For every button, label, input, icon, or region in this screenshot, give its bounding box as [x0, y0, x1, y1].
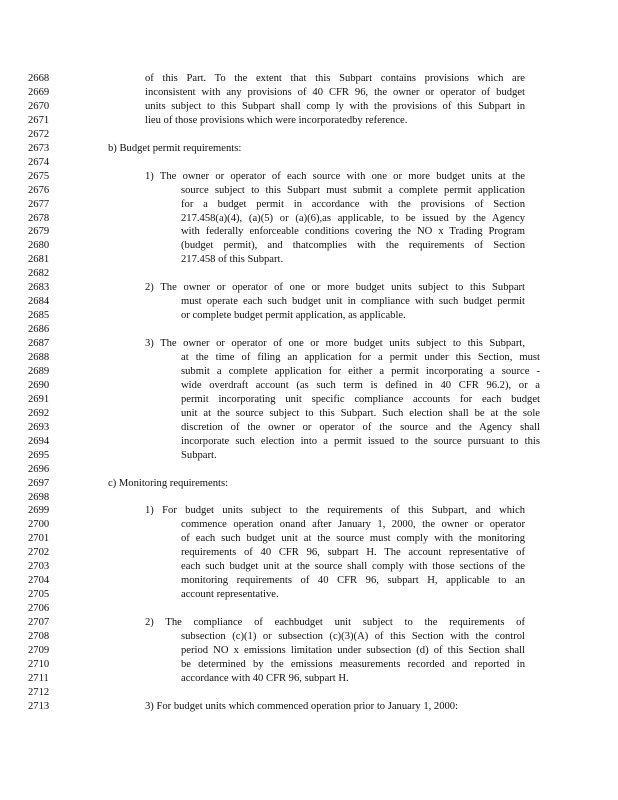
text-line [0, 157, 618, 169]
text-line [0, 450, 618, 462]
line-text: 2) The compliance of eachbudget unit subject to the requirements of [145, 617, 525, 629]
text-line [0, 492, 618, 504]
text-line [0, 464, 618, 476]
text-line [0, 143, 618, 155]
text-line [0, 310, 618, 322]
line-number: 2688 [28, 352, 50, 363]
line-text: period NO x emissions limitation under subsection (d) of this Section shall [181, 644, 525, 656]
line-number: 2690 [28, 379, 50, 391]
line-text: requirements of 40 CFR 96, subpart H. The account representative of [181, 547, 525, 559]
line-number: 2689 [28, 365, 50, 377]
line-text: submit a complete application for either a permit incorporating a source - [181, 365, 540, 377]
line-number: 2699 [28, 505, 50, 517]
line-number: 2668 [28, 73, 50, 84]
line-number: 2670 [28, 100, 50, 112]
text-line [0, 659, 618, 671]
text-line [0, 436, 618, 448]
text-line [0, 352, 618, 364]
line-text: unit at the source subject to this Subpart. Such election shall be at the sole [181, 407, 540, 419]
text-line [0, 575, 618, 587]
line-number: 2700 [28, 519, 50, 531]
line-text: c) Monitoring requirements: [108, 477, 229, 489]
line-text: each such budget unit at the source shall comply with those sections of the [181, 561, 525, 573]
line-number: 2704 [28, 575, 50, 587]
line-number: 2697 [28, 477, 50, 489]
line-number: 2692 [28, 407, 50, 419]
line-number: 2694 [28, 435, 50, 447]
line-text: at the time of filing an application for a permit under this Section, must [181, 352, 540, 363]
line-number: 2674 [28, 156, 50, 168]
line-number: 2686 [28, 324, 50, 336]
text-line [0, 519, 618, 531]
text-line [0, 547, 618, 559]
text-line [0, 185, 618, 197]
line-text: 3) For budget units which commenced operation prior to January 1, 2000: [145, 700, 459, 712]
line-number: 2669 [28, 86, 50, 98]
line-number: 2691 [28, 393, 50, 405]
text-line [0, 226, 618, 238]
line-text: 3) The owner or operator of one or more budget units subject to this Subpart, [145, 338, 525, 350]
text-line [0, 268, 618, 280]
line-text: commence operation onand after January 1, 2000, the owner or operator [181, 519, 525, 531]
line-number: 2698 [28, 491, 50, 503]
line-number: 2679 [28, 226, 50, 238]
text-line [0, 589, 618, 601]
text-line [0, 324, 618, 336]
text-line [0, 366, 618, 378]
line-number: 2712 [28, 686, 50, 698]
text-line [0, 296, 618, 308]
line-text: 217.458 of this Subpart. [181, 254, 284, 266]
line-text: for a budget permit in accordance with the provisions of Section [181, 198, 525, 210]
line-number: 2677 [28, 198, 50, 210]
line-text: with federally enforceable conditions covering the NO x Trading Program [181, 226, 525, 238]
line-number: 2706 [28, 603, 50, 615]
line-number: 2682 [28, 268, 50, 280]
text-line [0, 533, 618, 545]
text-line [0, 408, 618, 420]
line-text: units subject to this Subpart shall comp ly with the provisions of this Subpart in [145, 100, 525, 112]
line-number: 2683 [28, 282, 50, 294]
line-text: subsection (c)(1) or subsection (c)(3)(A) of this Section with the control [181, 631, 525, 642]
line-text: 1) For budget units subject to the requirements of this Subpart, and which [145, 505, 525, 517]
text-line [0, 101, 618, 113]
line-number: 2695 [28, 449, 50, 461]
line-number: 2672 [28, 128, 50, 140]
line-text: permit incorporating unit specific compliance accounts for each budget [181, 393, 540, 405]
line-number: 2707 [28, 617, 50, 629]
line-number: 2711 [28, 672, 49, 684]
text-line [0, 603, 618, 615]
text-line [0, 73, 618, 85]
line-text: or complete budget permit application, as applicable. [181, 310, 406, 322]
text-line [0, 129, 618, 141]
line-number: 2696 [28, 463, 50, 475]
line-number: 2680 [28, 240, 50, 252]
text-line [0, 115, 618, 127]
line-number: 2675 [28, 170, 50, 182]
text-line [0, 673, 618, 685]
text-line [0, 478, 618, 490]
text-line [0, 240, 618, 252]
line-number: 2678 [28, 212, 50, 224]
text-line [0, 171, 618, 183]
line-text: incorporate such election into a permit issued to the source pursuant to this [181, 435, 540, 447]
line-text: must operate each such budget unit in compliance with such budget permit [181, 296, 525, 308]
line-number: 2701 [28, 533, 50, 545]
text-line [0, 561, 618, 573]
line-text: be determined by the emissions measurements recorded and reported in [181, 658, 525, 670]
line-text: lieu of those provisions which were incorporatedby reference. [145, 114, 408, 126]
line-text: accordance with 40 CFR 96, subpart H. [181, 672, 349, 684]
line-text: (budget permit), and thatcomplies with the requirements of Section [181, 240, 525, 252]
line-text: monitoring requirements of 40 CFR 96, subpart H, applicable to an [181, 575, 525, 587]
text-line [0, 338, 618, 350]
text-line [0, 687, 618, 699]
line-text: of this Part. To the extent that this Subpart contains provisions which are [145, 73, 525, 84]
text-line [0, 254, 618, 266]
line-text: of each such budget unit at the source must comply with the monitoring [181, 533, 525, 545]
line-text: 2) The owner or operator of one or more budget units subject to this Subpart [145, 282, 525, 294]
line-text: b) Budget permit requirements: [108, 142, 242, 154]
line-text: discretion of the owner or operator of the source and the Agency shall [181, 421, 540, 433]
text-line [0, 617, 618, 629]
text-line [0, 380, 618, 392]
line-number: 2671 [28, 114, 50, 126]
line-number: 2702 [28, 547, 50, 559]
line-number: 2676 [28, 184, 50, 196]
line-number: 2713 [28, 700, 50, 712]
text-line [0, 631, 618, 643]
line-text: wide overdraft account (as such term is defined in 40 CFR 96.2), or a [181, 379, 540, 391]
line-number: 2709 [28, 644, 50, 656]
line-text: 217.458(a)(4), (a)(5) or (a)(6),as applicable, to be issued by the Agency [181, 212, 525, 224]
text-line [0, 213, 618, 225]
line-number: 2710 [28, 658, 50, 670]
line-number: 2708 [28, 631, 50, 642]
text-line [0, 505, 618, 517]
line-text: 1) The owner or operator of each source with one or more budget units at the [145, 170, 525, 182]
line-text: account representative. [181, 589, 279, 601]
line-text: inconsistent with any provisions of 40 CFR 96, the owner or operator of budget [145, 86, 525, 98]
text-line [0, 199, 618, 211]
line-number: 2703 [28, 561, 50, 573]
line-number: 2693 [28, 421, 50, 433]
line-number: 2684 [28, 296, 50, 308]
line-number: 2681 [28, 254, 50, 266]
text-line [0, 422, 618, 434]
text-line [0, 87, 618, 99]
line-number: 2685 [28, 310, 50, 322]
line-number: 2673 [28, 142, 50, 154]
text-line [0, 282, 618, 294]
text-line [0, 645, 618, 657]
line-number: 2705 [28, 589, 50, 601]
text-line [0, 394, 618, 406]
line-text: Subpart. [181, 449, 217, 461]
line-number: 2687 [28, 338, 50, 350]
text-line [0, 701, 618, 713]
line-text: source subject to this Subpart must submit a complete permit application [181, 184, 525, 196]
